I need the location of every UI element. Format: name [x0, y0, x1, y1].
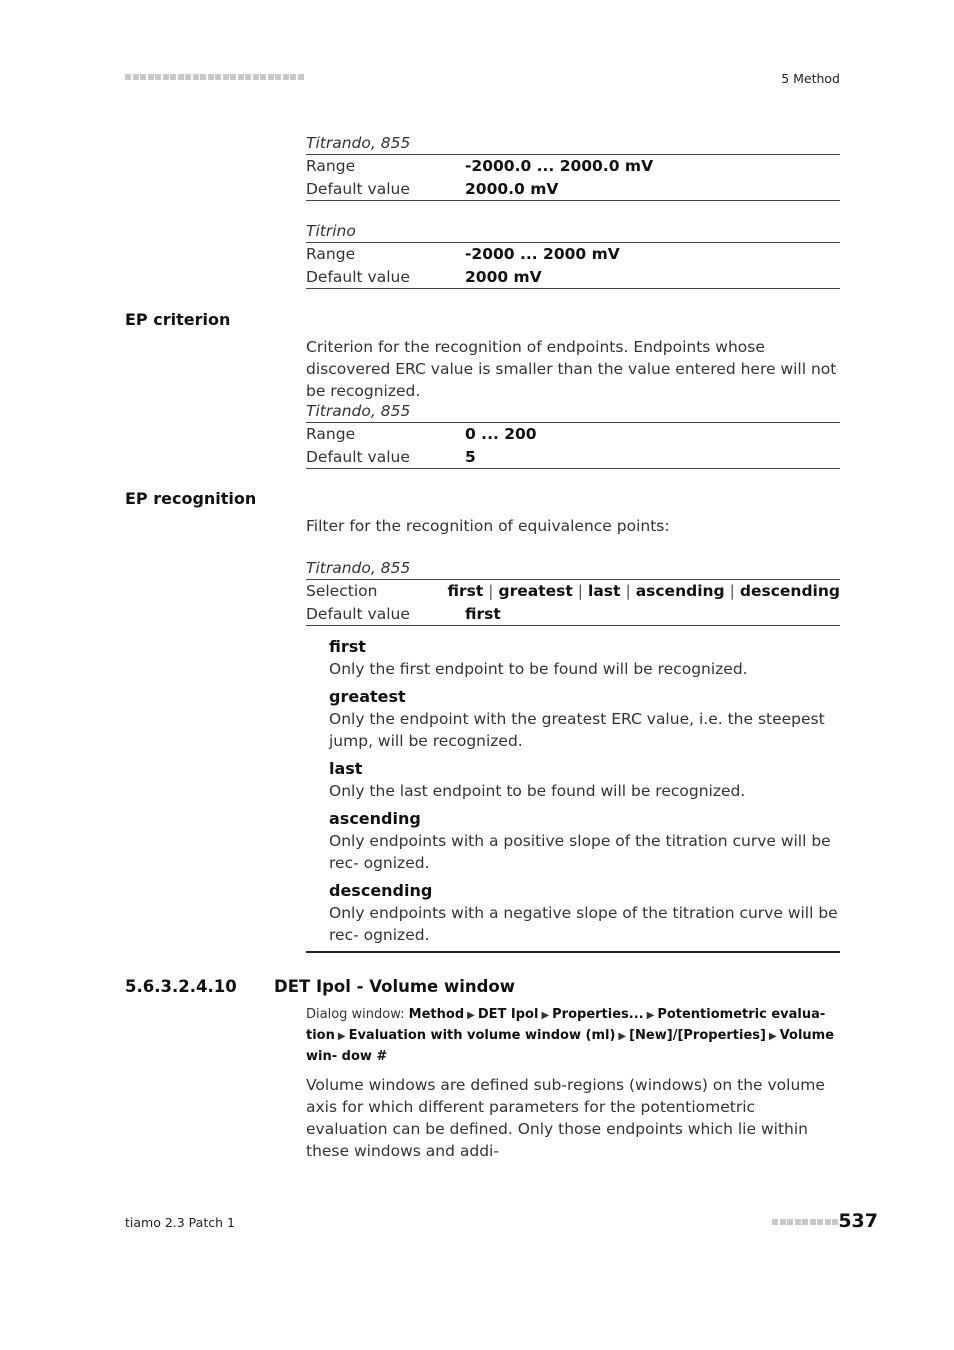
path-step: [New]/[Properties]: [629, 1028, 766, 1043]
row-value: 2000 mV: [465, 267, 542, 286]
running-header: 5 Method: [781, 71, 840, 86]
table-caption: Titrando, 855: [306, 132, 840, 155]
ep-criterion-heading: EP criterion: [125, 310, 231, 329]
table-row: [306, 446, 840, 469]
table-rule: [306, 468, 840, 469]
table-rule: [306, 288, 840, 289]
row-key: Selection: [306, 582, 378, 600]
arrow-right-icon: ▶: [768, 1031, 777, 1042]
definition-term: first: [329, 637, 366, 656]
definition-text: Only the endpoint with the greatest ERC value, i.e. the steepest jump, will be recognized.: [329, 710, 825, 750]
footer-decoration: [772, 1219, 840, 1227]
option-first: first: [447, 582, 484, 600]
definition-text: Only the last endpoint to be found will be recognized.: [329, 782, 746, 800]
row-value: -2000.0 ... 2000.0 mV: [465, 157, 654, 175]
table-row: [306, 423, 840, 446]
table-caption: Titrando, 855: [306, 400, 840, 423]
row-key: Range: [306, 425, 356, 443]
row-key: Default value: [306, 179, 410, 198]
row-key: Range: [306, 157, 356, 175]
table-row: [306, 155, 840, 178]
path-step: DET Ipol: [477, 1007, 539, 1022]
section-end-rule: [306, 951, 840, 953]
footer-product: tiamo 2.3 Patch 1: [125, 1215, 235, 1230]
dialog-path: [306, 1005, 840, 1067]
row-value: -2000 ... 2000 mV: [465, 245, 620, 263]
parameter-table-ep-recognition: [306, 557, 840, 626]
definition-term: last: [329, 759, 363, 778]
row-key: Default value: [306, 604, 410, 623]
option-separator: |: [729, 582, 735, 600]
parameter-table-titrando-mv: [306, 132, 840, 201]
table-caption: Titrino: [306, 220, 840, 243]
row-value: 2000.0 mV: [465, 179, 559, 198]
table-caption: Titrando, 855: [306, 557, 840, 580]
table-row: [306, 266, 840, 289]
option-descending: descending: [739, 582, 840, 600]
option-ascending: ascending: [635, 582, 725, 600]
table-row: [306, 580, 840, 603]
definition-text: Only endpoints with a negative slope of the titration curve will be rec- ognized.: [329, 904, 838, 944]
option-separator: |: [488, 582, 494, 600]
definition-text: Only endpoints with a positive slope of the titration curve will be rec- ognized.: [329, 832, 831, 872]
page-number: 537: [838, 1210, 878, 1232]
table-rule: [306, 200, 840, 201]
selection-definitions: [329, 636, 840, 952]
path-step: Evaluation with volume window (ml): [348, 1028, 616, 1043]
header-decoration: [125, 74, 305, 82]
path-step: Method: [408, 1007, 465, 1022]
dialog-prefix: Dialog window:: [306, 1007, 405, 1022]
definition-term: descending: [329, 881, 433, 900]
row-value: 5: [465, 447, 476, 466]
row-value: 0 ... 200: [465, 425, 537, 443]
option-separator: |: [625, 582, 631, 600]
path-step: Properties...: [552, 1007, 644, 1022]
option-separator: |: [577, 582, 584, 600]
path-step: Potentiometric evalua- tion: [306, 1007, 826, 1043]
arrow-right-icon: ▶: [467, 1010, 475, 1021]
table-row: [306, 243, 840, 266]
section-body: Volume windows are defined sub-regions (windows) on the volume axis for which different parameters for the potentiometric evaluation can be defined. Only those endpoints which lie within these windows and addi-: [306, 1076, 825, 1160]
row-key: Range: [306, 245, 356, 263]
row-key: Default value: [306, 447, 410, 466]
table-row: [306, 603, 840, 626]
row-key: Default value: [306, 267, 410, 286]
section-title: DET Ipol - Volume window: [274, 977, 516, 996]
parameter-table-ep-criterion: [306, 400, 840, 469]
option-greatest: greatest: [498, 582, 573, 600]
option-last: last: [588, 582, 621, 600]
section-number: 5.6.3.2.4.10: [125, 977, 237, 996]
definition-term: ascending: [329, 809, 421, 828]
row-value: first: [465, 604, 501, 623]
ep-recognition-description: Filter for the recognition of equivalence points:: [306, 517, 670, 535]
ep-criterion-description: Criterion for the recognition of endpoints. Endpoints whose discovered ERC value is smaller than the value entered here will not be recognized.: [306, 338, 837, 400]
selection-options: [448, 580, 841, 603]
definition-term: greatest: [329, 687, 406, 706]
arrow-right-icon: ▶: [337, 1031, 346, 1042]
ep-recognition-heading: EP recognition: [125, 489, 257, 508]
table-row: [306, 178, 840, 201]
path-step: Volume win- dow #: [306, 1028, 835, 1064]
table-rule: [306, 625, 840, 626]
arrow-right-icon: ▶: [646, 1010, 655, 1021]
arrow-right-icon: ▶: [618, 1031, 627, 1042]
definition-text: Only the first endpoint to be found will be recognized.: [329, 660, 748, 678]
arrow-right-icon: ▶: [541, 1010, 550, 1021]
parameter-table-titrino-mv: [306, 220, 840, 289]
